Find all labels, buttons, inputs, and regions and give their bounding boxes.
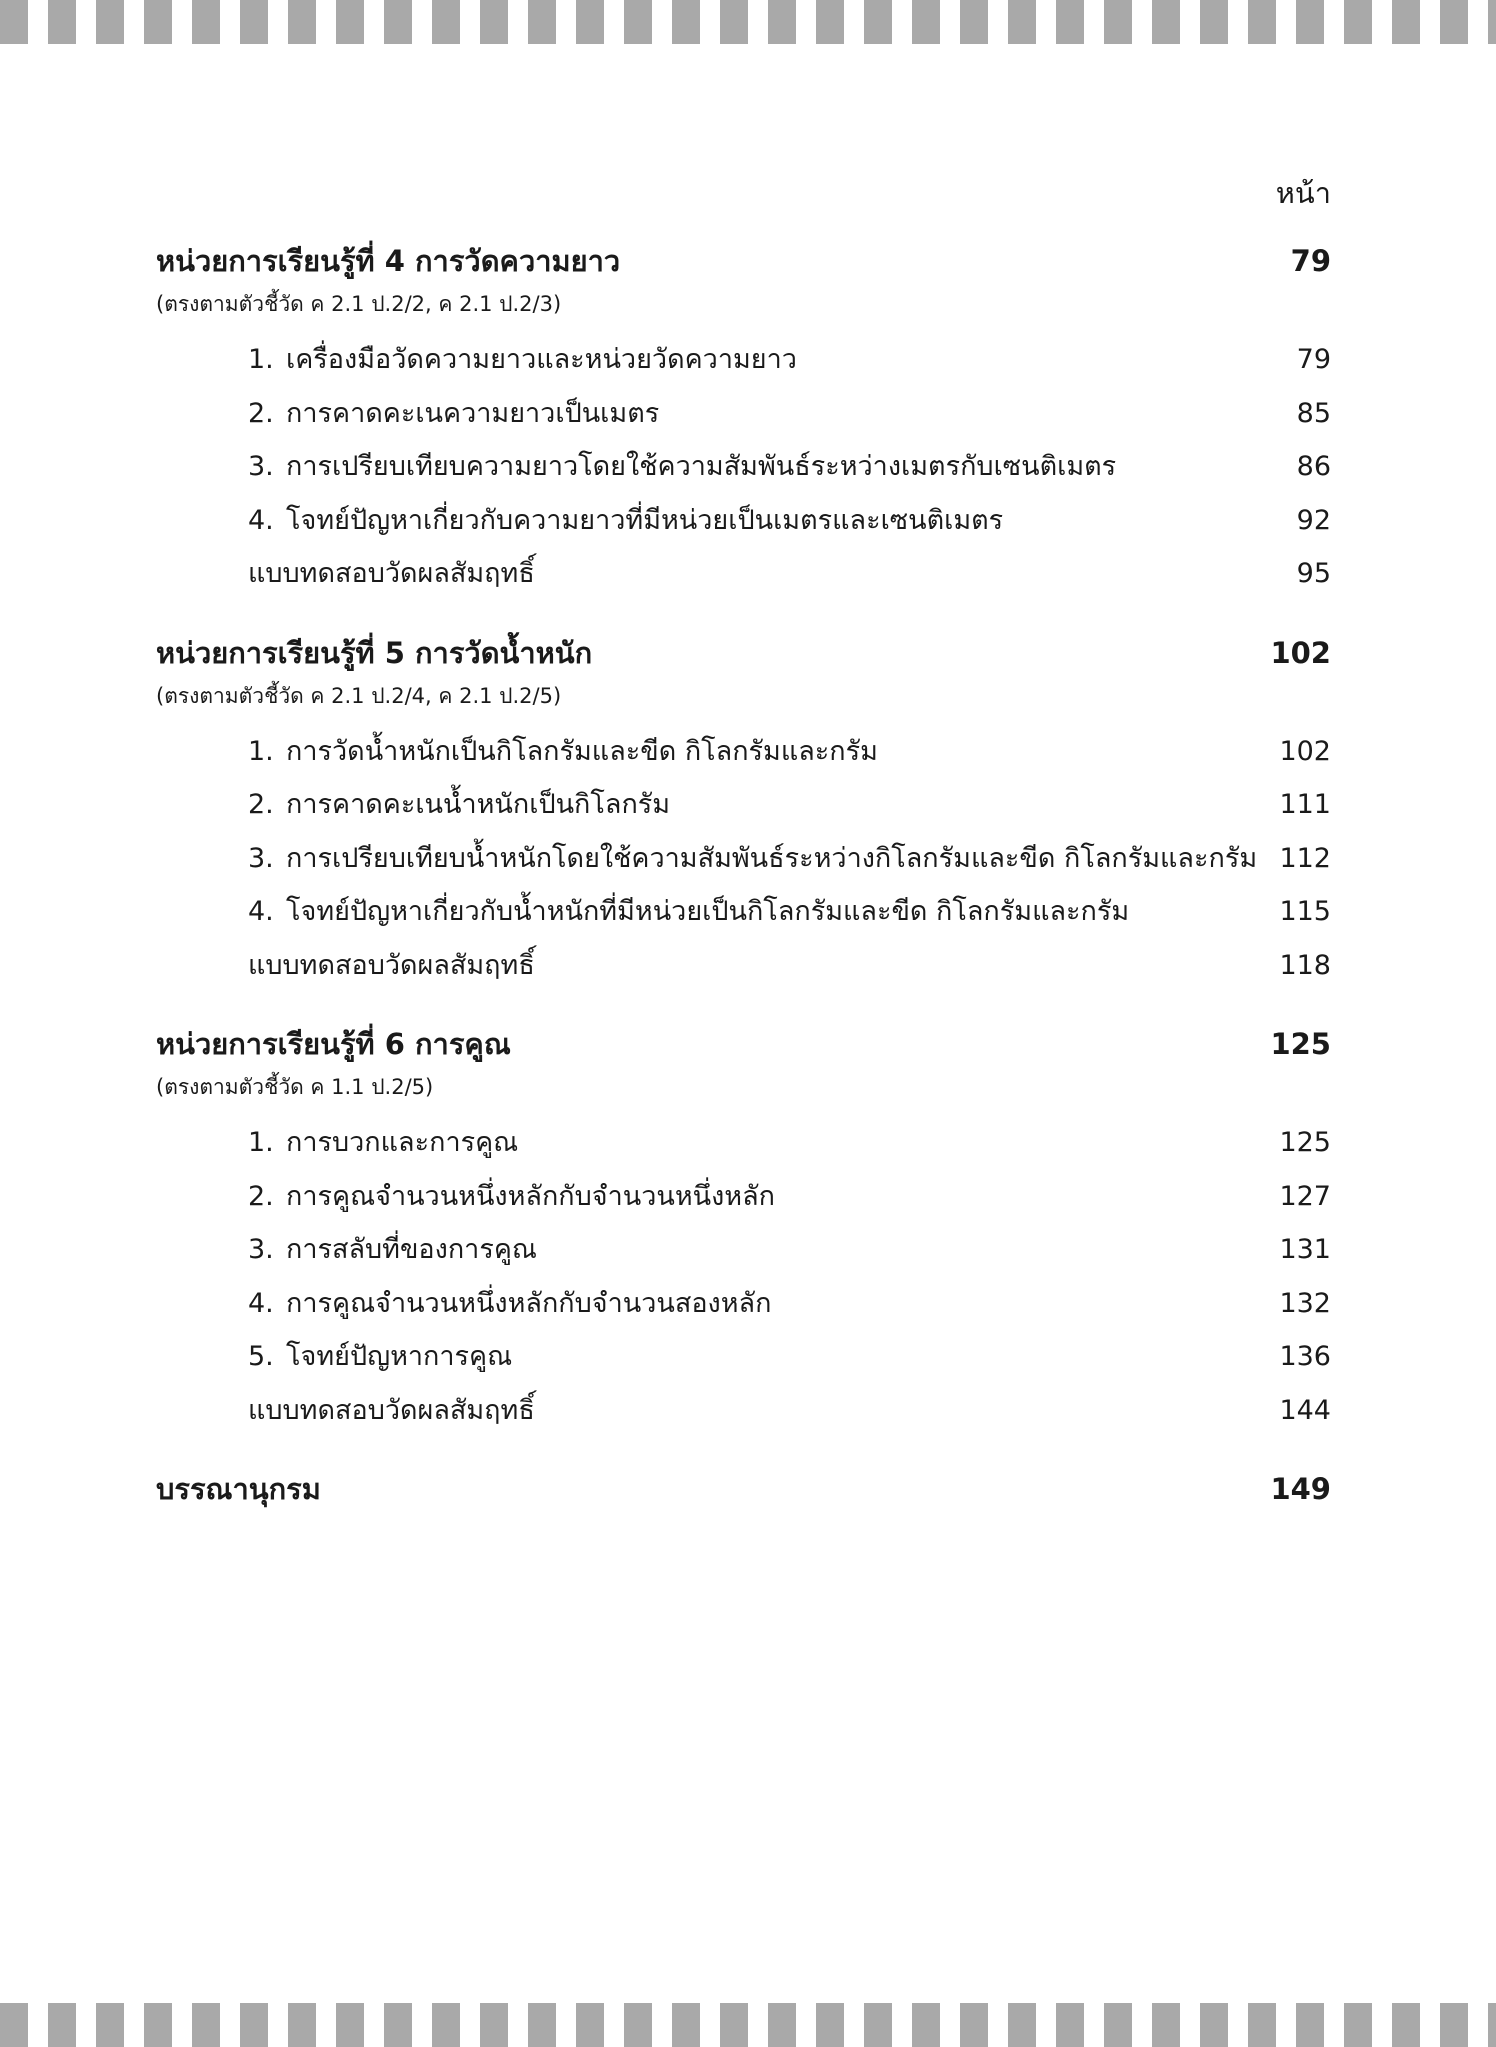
entry-page-number: 79 <box>1296 344 1331 375</box>
entry-label: แบบทดสอบวัดผลสัมฤทธิ์ <box>248 1394 535 1426</box>
entry-label: การเปรียบเทียบน้ำหนักโดยใช้ความสัมพันธ์ระหว่างกิโลกรัมและขีด กิโลกรัมและกรัม <box>286 842 1258 874</box>
entry-page-number: 136 <box>1279 1341 1331 1372</box>
toc-entry-test[interactable] <box>156 547 1331 601</box>
entry-label: การคาดคะเนน้ำหนักเป็นกิโลกรัม <box>286 789 671 820</box>
entry-number: 3. <box>248 451 274 482</box>
entry-label: เครื่องมือวัดความยาวและหน่วยวัดความยาว <box>286 344 797 375</box>
bibliography-label: บรรณานุกรม <box>156 1472 321 1506</box>
entry-number: 3. <box>248 842 274 874</box>
toc-entry[interactable] <box>156 440 1331 494</box>
toc-entry[interactable] <box>156 1116 1331 1170</box>
unit-indicators: (ตรงตามตัวชี้วัด ค 2.1 ป.2/4, ค 2.1 ป.2/5) <box>156 683 562 708</box>
entry-number: 2. <box>248 789 274 820</box>
entry-page-number: 112 <box>1279 842 1331 874</box>
entry-page-number: 92 <box>1296 504 1331 536</box>
entry-number: 2. <box>248 1180 274 1212</box>
toc-entry[interactable] <box>156 1223 1331 1277</box>
table-of-contents <box>156 235 1331 1515</box>
toc-entry[interactable] <box>156 333 1331 387</box>
entry-label: การคาดคะเนความยาวเป็นเมตร <box>286 397 660 429</box>
entry-label: การวัดน้ำหนักเป็นกิโลกรัมและขีด กิโลกรัมและกรัม <box>286 735 878 767</box>
entry-number: 1. <box>248 1127 274 1158</box>
unit-title: หน่วยการเรียนรู้ที่ 5 การวัดน้ำหนัก <box>156 635 593 670</box>
page-column-label: หน้า <box>1275 176 1331 210</box>
entry-number: 4. <box>248 1287 274 1319</box>
entry-label: การบวกและการคูณ <box>286 1127 519 1158</box>
toc-entry[interactable] <box>156 832 1331 886</box>
entry-number: 1. <box>248 735 274 767</box>
entry-page-number: 86 <box>1296 451 1331 482</box>
toc-entry-test[interactable] <box>156 939 1331 993</box>
entry-page-number: 85 <box>1296 397 1331 429</box>
entry-label: โจทย์ปัญหาเกี่ยวกับความยาวที่มีหน่วยเป็นเมตรและเซนติเมตร <box>286 504 1004 536</box>
unit-section-4 <box>156 235 1331 601</box>
entry-label: การสลับที่ของการคูณ <box>286 1234 537 1265</box>
unit-heading[interactable] <box>156 1018 1331 1070</box>
entry-page-number: 132 <box>1279 1287 1331 1319</box>
toc-entry-test[interactable] <box>156 1384 1331 1438</box>
toc-entry[interactable] <box>156 725 1331 779</box>
entry-page-number: 118 <box>1279 949 1331 981</box>
top-stripe-decoration <box>0 0 1496 44</box>
toc-entry[interactable] <box>156 387 1331 441</box>
entry-number: 5. <box>248 1341 274 1372</box>
entry-page-number: 125 <box>1279 1127 1331 1158</box>
bibliography-entry[interactable] <box>156 1463 1331 1515</box>
unit-indicators: (ตรงตามตัวชี้วัด ค 1.1 ป.2/5) <box>156 1075 434 1099</box>
entry-page-number: 115 <box>1279 896 1331 927</box>
entry-page-number: 95 <box>1296 558 1331 589</box>
entry-label: การคูณจำนวนหนึ่งหลักกับจำนวนหนึ่งหลัก <box>286 1180 775 1212</box>
unit-page-number: 79 <box>1290 244 1331 278</box>
bottom-stripe-decoration <box>0 2003 1496 2047</box>
unit-title: หน่วยการเรียนรู้ที่ 6 การคูณ <box>156 1027 511 1061</box>
entry-page-number: 131 <box>1279 1234 1331 1265</box>
entry-page-number: 111 <box>1279 789 1331 820</box>
toc-entry[interactable] <box>156 1170 1331 1224</box>
entry-page-number: 102 <box>1279 735 1331 767</box>
bibliography-page-number: 149 <box>1270 1472 1331 1506</box>
unit-indicators: (ตรงตามตัวชี้วัด ค 2.1 ป.2/2, ค 2.1 ป.2/3) <box>156 292 562 316</box>
entry-number: 4. <box>248 504 274 536</box>
entry-number: 2. <box>248 397 274 429</box>
unit-title: หน่วยการเรียนรู้ที่ 4 การวัดความยาว <box>156 244 621 278</box>
unit-heading[interactable] <box>156 235 1331 287</box>
toc-entry[interactable] <box>156 778 1331 832</box>
entry-label: แบบทดสอบวัดผลสัมฤทธิ์ <box>248 949 535 981</box>
unit-heading[interactable] <box>156 627 1331 679</box>
entry-label: การคูณจำนวนหนึ่งหลักกับจำนวนสองหลัก <box>286 1287 772 1319</box>
toc-entry[interactable] <box>156 1277 1331 1331</box>
unit-section-5 <box>156 627 1331 993</box>
toc-entry[interactable] <box>156 885 1331 939</box>
unit-section-6 <box>156 1018 1331 1437</box>
entry-label: แบบทดสอบวัดผลสัมฤทธิ์ <box>248 558 535 589</box>
entry-page-number: 127 <box>1279 1180 1331 1212</box>
entry-label: โจทย์ปัญหาการคูณ <box>286 1341 513 1372</box>
entry-label: การเปรียบเทียบความยาวโดยใช้ความสัมพันธ์ระหว่างเมตรกับเซนติเมตร <box>286 451 1117 482</box>
toc-entry[interactable] <box>156 1330 1331 1384</box>
toc-entry[interactable] <box>156 494 1331 548</box>
entry-page-number: 144 <box>1279 1394 1331 1426</box>
entry-number: 4. <box>248 896 274 927</box>
unit-page-number: 102 <box>1270 635 1331 670</box>
entry-number: 1. <box>248 344 274 375</box>
unit-page-number: 125 <box>1270 1027 1331 1061</box>
entry-number: 3. <box>248 1234 274 1265</box>
entry-label: โจทย์ปัญหาเกี่ยวกับน้ำหนักที่มีหน่วยเป็นกิโลกรัมและขีด กิโลกรัมและกรัม <box>286 896 1130 927</box>
